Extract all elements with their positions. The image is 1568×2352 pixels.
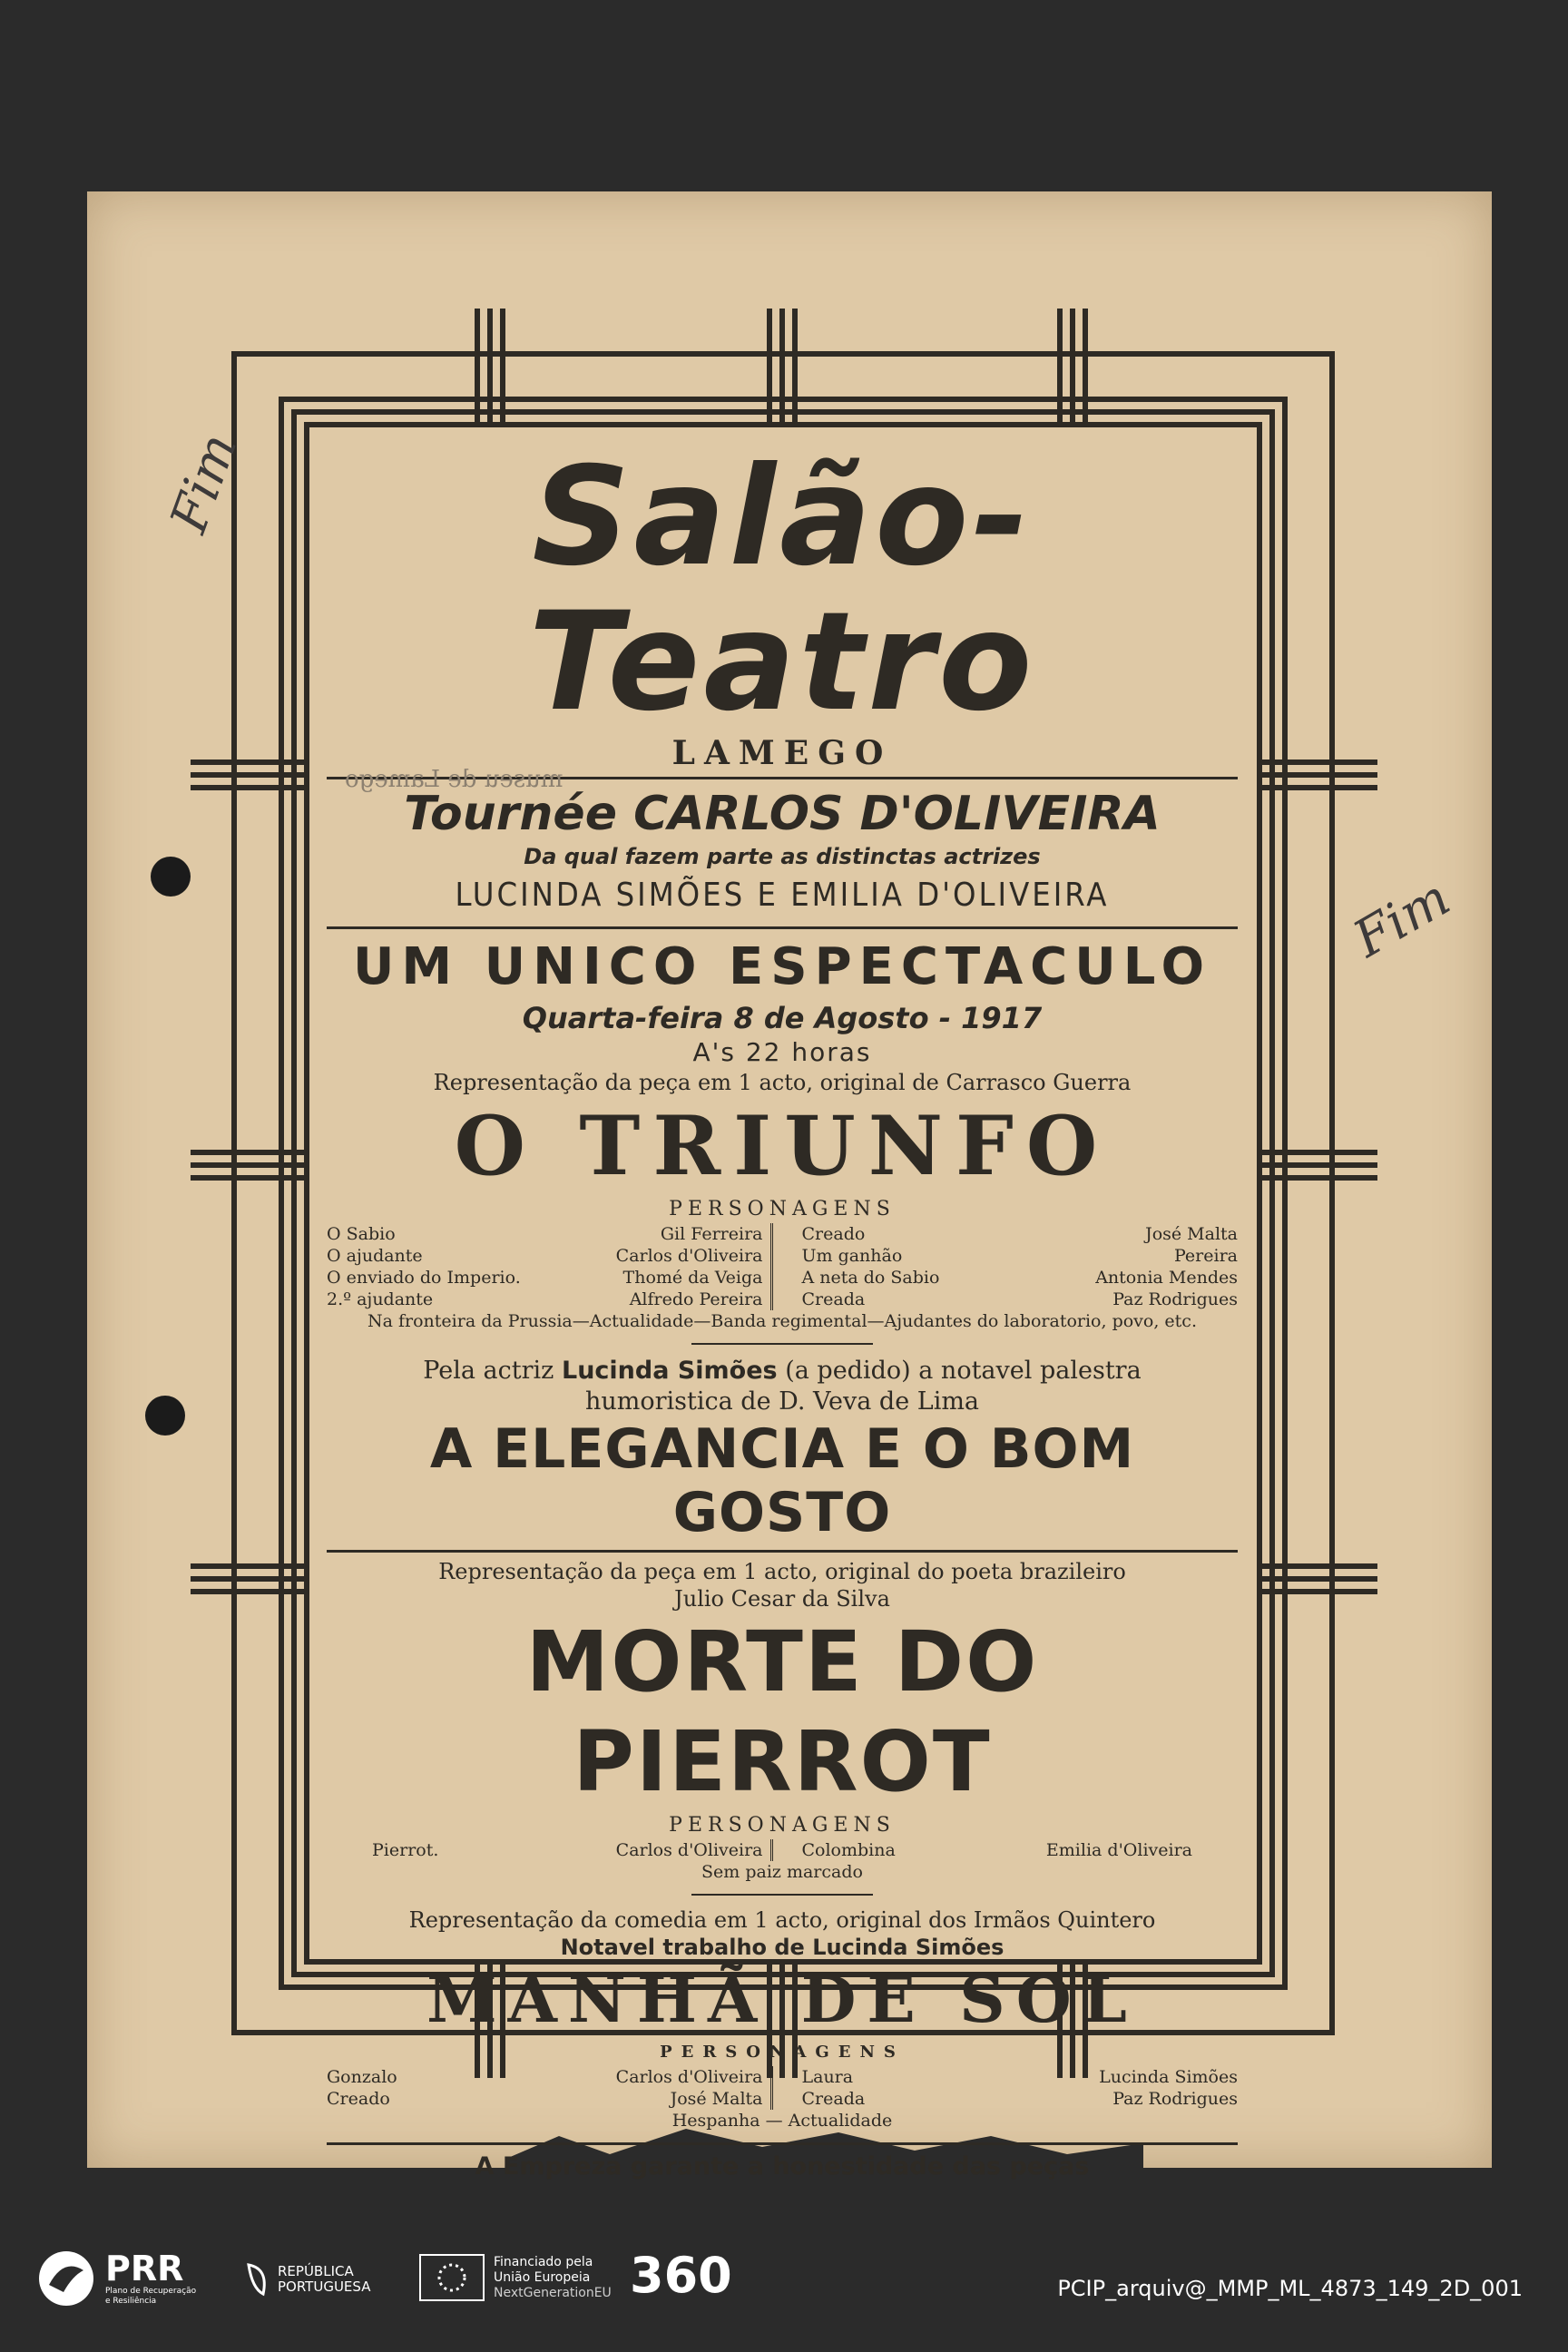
poster-title: Salão-Teatro bbox=[528, 438, 1036, 741]
play3-cast bbox=[327, 2066, 1238, 2110]
eu-line-3: NextGenerationEU bbox=[494, 2285, 612, 2300]
play1-title: O TRIUNFO bbox=[454, 1098, 1111, 1194]
eu-flag-icon bbox=[419, 2254, 485, 2301]
divider bbox=[327, 2142, 1238, 2145]
play2-cast-right bbox=[802, 1839, 1239, 1861]
cast-row: Creado José Malta bbox=[327, 2089, 763, 2109]
poster-city: LAMEGO bbox=[671, 734, 893, 772]
play1-cast-left bbox=[327, 1223, 763, 1310]
lecture-title: A ELEGANCIA E O BOM GOSTO bbox=[429, 1417, 1135, 1544]
republica-line-1: REPÚBLICA bbox=[278, 2263, 354, 2279]
footer-bar bbox=[0, 2214, 1568, 2352]
lecture-line-2: humoristica de D. Veva de Lima bbox=[584, 1387, 980, 1416]
cast-row: 2.º ajudante Alfredo Pereira bbox=[327, 1289, 763, 1309]
play2-personagens: PERSONAGENS bbox=[669, 1814, 896, 1837]
play1-personagens: PERSONAGENS bbox=[669, 1198, 896, 1220]
eu-logo bbox=[419, 2254, 612, 2301]
short-divider bbox=[691, 1894, 873, 1896]
cast-row: Laura Lucinda Simões bbox=[801, 2067, 1238, 2087]
show-date: Quarta-feira 8 de Agosto - 1917 bbox=[522, 1001, 1043, 1035]
play1-setting: Na fronteira da Prussia—Actualidade—Banda regimental—Ajudantes do laboratorio, povo, etc. bbox=[368, 1311, 1197, 1331]
museum-stamp: museu de Lamego bbox=[345, 766, 564, 793]
play3-intro: Representação da comedia em 1 acto, original dos Irmãos Quintero bbox=[408, 1907, 1156, 1933]
play3-note: Notavel trabalho de Lucinda Simões bbox=[560, 1935, 1004, 1960]
cast-row: Colombina Emilia d'Oliveira bbox=[801, 1840, 1192, 1860]
play1-cast-right bbox=[802, 1223, 1239, 1310]
play2-setting: Sem paiz marcado bbox=[701, 1862, 863, 1882]
divider bbox=[327, 1550, 1238, 1553]
cast-separator bbox=[770, 1839, 795, 1861]
tour-heading: Tournée CARLOS D'OLIVEIRA bbox=[404, 787, 1161, 841]
cast-row: O enviado do Imperio. Thomé da Veiga bbox=[327, 1268, 763, 1288]
play1-cast bbox=[327, 1223, 1238, 1310]
brand-360: 360 bbox=[630, 2247, 732, 2304]
eu-line-2: União Europeia bbox=[494, 2269, 591, 2285]
handwritten-note-right: Fim bbox=[1344, 867, 1460, 970]
play3-setting: Hespanha — Actualidade bbox=[671, 2111, 893, 2131]
prr-title: PRR bbox=[105, 2249, 184, 2288]
short-divider bbox=[691, 1343, 873, 1345]
divider bbox=[327, 926, 1238, 929]
prr-subtitle-1: Plano de Recuperação bbox=[105, 2287, 197, 2296]
cast-row: A neta do Sabio Antonia Mendes bbox=[801, 1268, 1238, 1288]
archive-id: PCIP_arquiv@_MMP_ML_4873_149_2D_001 bbox=[1057, 2276, 1523, 2301]
republica-logo bbox=[245, 2261, 370, 2298]
cast-row: Pierrot. Carlos d'Oliveira bbox=[372, 1840, 763, 1860]
lecture-line-1: Pela actriz Lucinda Simões (a pedido) a notavel palestra bbox=[423, 1357, 1142, 1385]
cast-row: O Sabio Gil Ferreira bbox=[327, 1224, 763, 1244]
cast-row: Creado José Malta bbox=[801, 1224, 1238, 1244]
cast-row: Creada Paz Rodrigues bbox=[801, 2089, 1238, 2109]
play3-personagens: PERSONAGENS bbox=[660, 2043, 905, 2062]
cast-row: O ajudante Carlos d'Oliveira bbox=[327, 1246, 763, 1266]
play2-cast bbox=[327, 1839, 1238, 1861]
cast-row: Um ganhão Pereira bbox=[801, 1246, 1238, 1266]
play2-cast-left bbox=[327, 1839, 763, 1861]
cast-separator bbox=[770, 1223, 795, 1310]
play2-author: Julio Cesar da Silva bbox=[674, 1586, 890, 1612]
cast-row: Gonzalo Carlos d'Oliveira bbox=[327, 2067, 763, 2087]
handwritten-note-left: Fim bbox=[159, 426, 250, 541]
tour-subheading: Da qual fazem parte as distinctas actrizes bbox=[524, 844, 1041, 869]
prr-subtitle-2: e Resiliência bbox=[105, 2297, 157, 2306]
play2-title: MORTE DO PIERROT bbox=[525, 1613, 1039, 1810]
prr-icon bbox=[36, 2249, 96, 2308]
guarantee-note: A Empreza garante a honestidade das peças bbox=[475, 2152, 1090, 2180]
play3-cast-right bbox=[802, 2066, 1239, 2110]
show-hour: A's 22 horas bbox=[692, 1037, 872, 1067]
play3-cast-left bbox=[327, 2066, 763, 2110]
cast-separator bbox=[770, 2066, 795, 2110]
eu-line-1: Financiado pela bbox=[494, 2254, 593, 2269]
play1-intro: Representação da peça em 1 acto, original de Carrasco Guerra bbox=[433, 1070, 1132, 1095]
play3-title: MANHÃ DE SOL bbox=[426, 1962, 1138, 2037]
actresses-line: LUCINDA SIMÕES E EMILIA D'OLIVEIRA bbox=[455, 877, 1110, 914]
republica-line-2: PORTUGUESA bbox=[278, 2278, 371, 2295]
prr-logo bbox=[36, 2249, 196, 2308]
republica-emblem-icon bbox=[245, 2261, 272, 2298]
cast-row: Creada Paz Rodrigues bbox=[801, 1289, 1238, 1309]
play2-intro: Representação da peça em 1 acto, original do poeta brazileiro bbox=[438, 1559, 1126, 1584]
single-show-heading: UM UNICO ESPECTACULO bbox=[352, 937, 1212, 996]
poster-content bbox=[327, 436, 1238, 2183]
